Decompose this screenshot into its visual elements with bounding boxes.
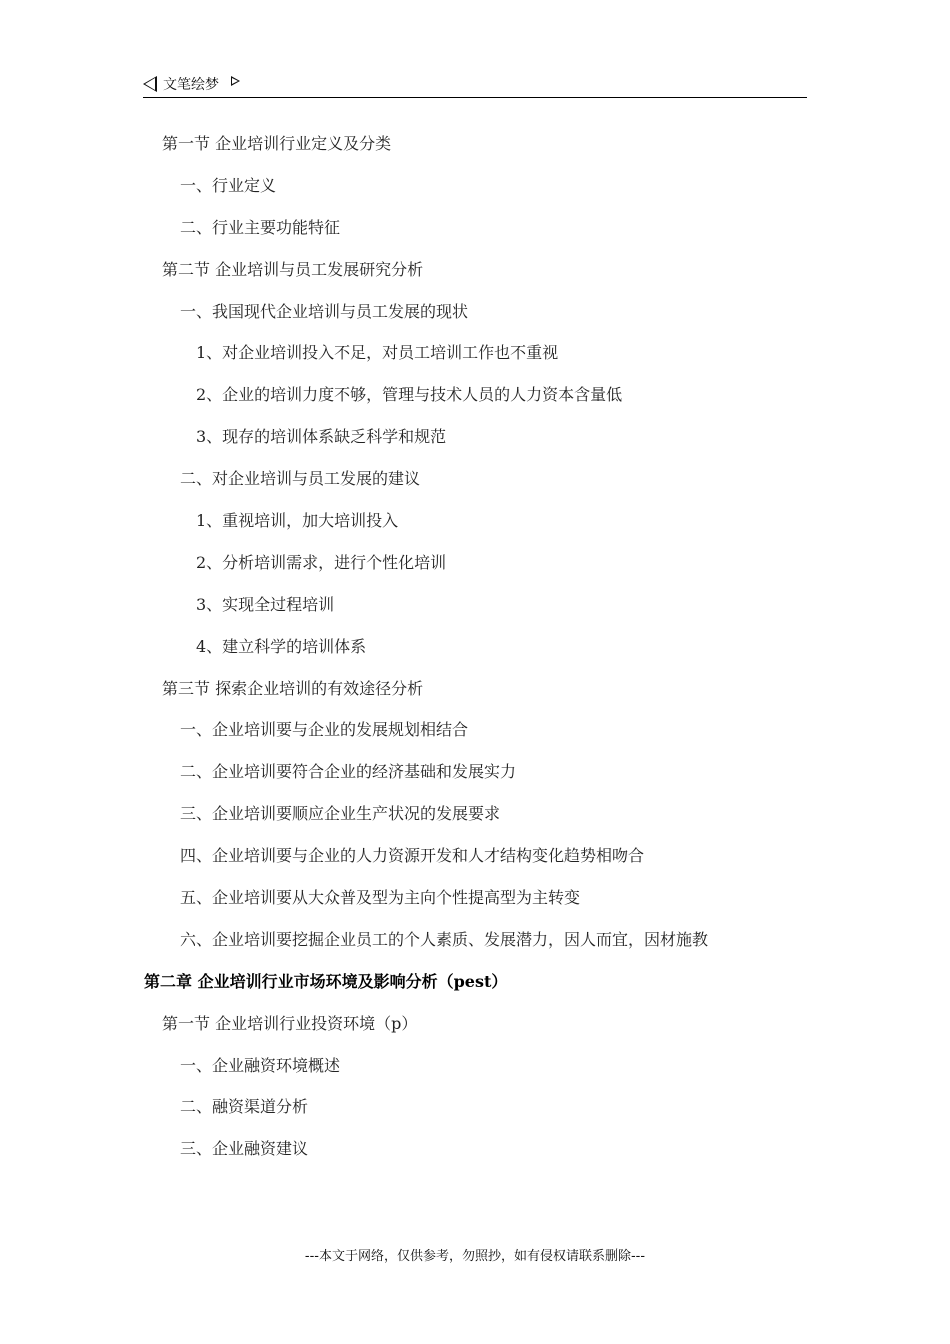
toc-item: 三、企业融资建议 — [180, 1139, 309, 1159]
section-heading: 第一节 企业培训行业定义及分类 — [162, 134, 392, 153]
right-triangle-icon — [231, 76, 240, 86]
chapter-heading: 第二章 企业培训行业市场环境及影响分析（pest） — [144, 971, 508, 991]
toc-item: 一、我国现代企业培训与员工发展的现状 — [180, 301, 469, 321]
toc-subitem: 1、对企业培训投入不足，对员工培训工作也不重视 — [196, 343, 559, 363]
toc-subitem: 1、重视培训，加大培训投入 — [196, 511, 399, 531]
toc-subitem: 3、现存的培训体系缺乏科学和规范 — [196, 427, 447, 447]
toc-subitem: 4、建立科学的培训体系 — [196, 636, 367, 656]
section-heading: 第三节 探索企业培训的有效途径分析 — [162, 678, 424, 698]
toc-item: 一、行业定义 — [180, 175, 277, 195]
toc-item: 一、企业培训要与企业的发展规划相结合 — [180, 720, 469, 740]
toc-item: 五、企业培训要从大众普及型为主向个性提高型为主转变 — [180, 888, 581, 908]
page-footer: ---本文于网络，仅供参考，勿照抄，如有侵权请联系删除--- — [304, 1249, 646, 1264]
toc-subitem: 2、企业的培训力度不够，管理与技术人员的人力资本含量低 — [196, 385, 623, 405]
toc-item: 一、企业融资环境概述 — [180, 1055, 341, 1075]
section-heading: 第二节 企业培训与员工发展研究分析 — [162, 259, 424, 279]
toc-item: 四、企业培训要与企业的人力资源开发和人才结构变化趋势相吻合 — [180, 846, 645, 866]
header-divider — [143, 97, 807, 98]
toc-item: 二、对企业培训与员工发展的建议 — [180, 469, 421, 489]
toc-item: 三、企业培训要顺应企业生产状况的发展要求 — [180, 804, 501, 824]
table-of-contents — [0, 128, 950, 1175]
left-triangle-icon — [143, 76, 157, 92]
toc-item: 二、企业培训要符合企业的经济基础和发展实力 — [180, 762, 517, 782]
toc-item: 二、融资渠道分析 — [180, 1097, 309, 1117]
toc-subitem: 3、实现全过程培训 — [196, 594, 335, 614]
section-heading: 第一节 企业培训行业投资环境（p） — [162, 1013, 418, 1033]
header-title: 文笔绘梦 — [163, 77, 219, 93]
page-header — [143, 72, 240, 96]
toc-item: 六、企业培训要挖掘企业员工的个人素质、发展潜力，因人而宜，因材施教 — [180, 929, 709, 949]
toc-subitem: 2、分析培训需求，进行个性化培训 — [196, 552, 447, 572]
toc-item: 二、行业主要功能特征 — [180, 217, 341, 237]
